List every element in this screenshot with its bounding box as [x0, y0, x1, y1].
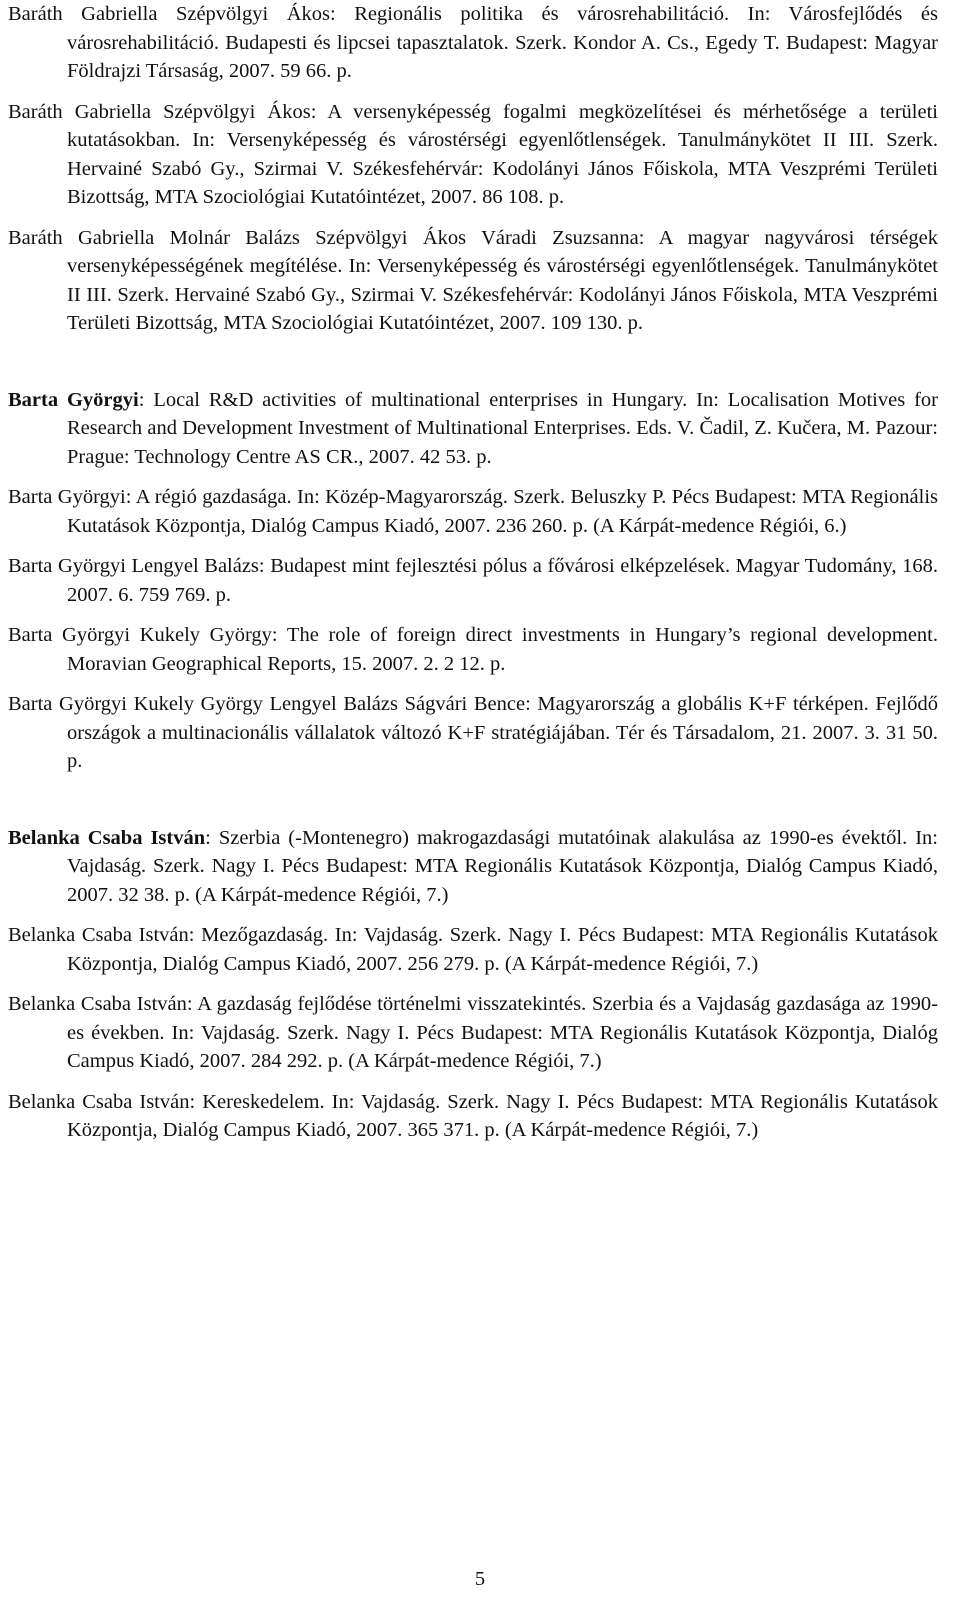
- bibliography-entry: [8, 621, 938, 678]
- bibliography-entry: [8, 1088, 938, 1145]
- entry-text: : Local R&D activities of multinational enterprises in Hungary. In: Localisation Motives for Research and Development Investment of Multinational Enterprises. Eds. V. Čadil, Z. Kučera, M. Pazour: Prague: Technology Centre AS CR., 2007. 42 53. p.: [67, 388, 938, 468]
- entry-text: Belanka Csaba István: A gazdaság fejlődése történelmi visszatekintés. Szerbia és a Vajdaság gazdasága az 1990-es években. In: Vajdaság. Szerk. Nagy I. Pécs Budapest: MTA Regionális Kutatások Központja, Dialóg Campus Kiadó, 2007. 284 292. p. (A Kárpát-medence Régiói, 7.): [8, 993, 938, 1072]
- entry-text: : Szerbia (-Montenegro) makrogazdasági mutatóinak alakulása az 1990-es évektől. In: Vajdaság. Szerk. Nagy I. Pécs Budapest: MTA Regionális Kutatások Központja, Dialóg Campus Kiadó, 2007. 32 38. p. (A Kárpát-medence Régiói, 7.): [67, 826, 938, 906]
- page-number: 5: [474, 1568, 486, 1590]
- bibliography-entry: [8, 224, 938, 338]
- entry-author-bold: Barta Györgyi: [8, 388, 139, 411]
- group-spacer: [8, 788, 938, 824]
- bibliography-entry: [8, 552, 938, 609]
- entry-text: Barta Györgyi Kukely György: The role of foreign direct investments in Hungary’s regional development. Moravian Geographical Reports, 15. 2007. 2. 2 12. p.: [8, 624, 938, 675]
- bibliography-entry: [8, 690, 938, 776]
- bibliography-entry: [8, 98, 938, 212]
- entry-text: Baráth Gabriella Molnár Balázs Szépvölgyi Ákos Váradi Zsuzsanna: A magyar nagyvárosi térségek versenyképességének megítélése. In: Versenyképesség és várostérségi egyenlőtlenségek. Tanulmánykötet II III. Szerk. Hervainé Szabó Gy., Szirmai V. Székesfehérvár: Kodolányi János Főiskola, MTA Veszprémi Területi Bizottság, MTA Szociológiai Kutatóintézet, 2007. 109 130. p.: [8, 226, 938, 334]
- bibliography-entry: [8, 921, 938, 978]
- entry-text: Baráth Gabriella Szépvölgyi Ákos: Regionális politika és városrehabilitáció. In: Városfejlődés és városrehabilitáció. Budapesti és lipcsei tapasztalatok. Szerk. Kondor A. Cs., Egedy T. Budapest: Magyar Földrajzi Társaság, 2007. 59 66. p.: [8, 3, 938, 82]
- bibliography-entry: [8, 0, 938, 86]
- bibliography-entry: [8, 386, 938, 472]
- entry-text: Barta Györgyi Lengyel Balázs: Budapest mint fejlesztési pólus a fővárosi elképzelések. Magyar Tudomány, 168. 2007. 6. 759 769. p.: [8, 555, 938, 606]
- entry-text: Barta Györgyi: A régió gazdasága. In: Közép-Magyarország. Szerk. Beluszky P. Pécs Budapest: MTA Regionális Kutatások Központja, Dialóg Campus Kiadó, 2007. 236 260. p. (A Kárpát-medence Régiói, 6.): [8, 486, 938, 537]
- bibliography-entry: [8, 483, 938, 540]
- bibliography-group-belanka: [8, 824, 938, 1145]
- bibliography-page: [8, 0, 938, 1157]
- entry-text: Belanka Csaba István: Kereskedelem. In: Vajdaság. Szerk. Nagy I. Pécs Budapest: MTA Regionális Kutatások Központja, Dialóg Campus Kiadó, 2007. 365 371. p. (A Kárpát-medence Régiói, 7.): [8, 1090, 938, 1141]
- entry-text: Barta Györgyi Kukely György Lengyel Balázs Ságvári Bence: Magyarország a globális K+F térképen. Fejlődő országok a multinacionális vállalatok változó K+F stratégiájában. Tér és Társadalom, 21. 2007. 3. 31 50. p.: [8, 693, 938, 772]
- bibliography-entry: [8, 824, 938, 910]
- bibliography-entry: [8, 990, 938, 1076]
- bibliography-group-barath: [8, 0, 938, 338]
- entry-text: Belanka Csaba István: Mezőgazdaság. In: Vajdaság. Szerk. Nagy I. Pécs Budapest: MTA Regionális Kutatások Központja, Dialóg Campus Kiadó, 2007. 256 279. p. (A Kárpát-medence Régiói, 7.): [8, 924, 938, 975]
- bibliography-group-barta: [8, 386, 938, 776]
- group-spacer: [8, 350, 938, 386]
- entry-author-bold: Belanka Csaba István: [8, 826, 206, 849]
- entry-text: Baráth Gabriella Szépvölgyi Ákos: A versenyképesség fogalmi megközelítései és mérhetősége a területi kutatásokban. In: Versenyképesség és várostérségi egyenlőtlenségek. Tanulmánykötet II III. Szerk. Hervainé Szabó Gy., Szirmai V. Székesfehérvár: Kodolányi János Főiskola, MTA Veszprémi Területi Bizottság, MTA Szociológiai Kutatóintézet, 2007. 86 108. p.: [8, 100, 938, 208]
